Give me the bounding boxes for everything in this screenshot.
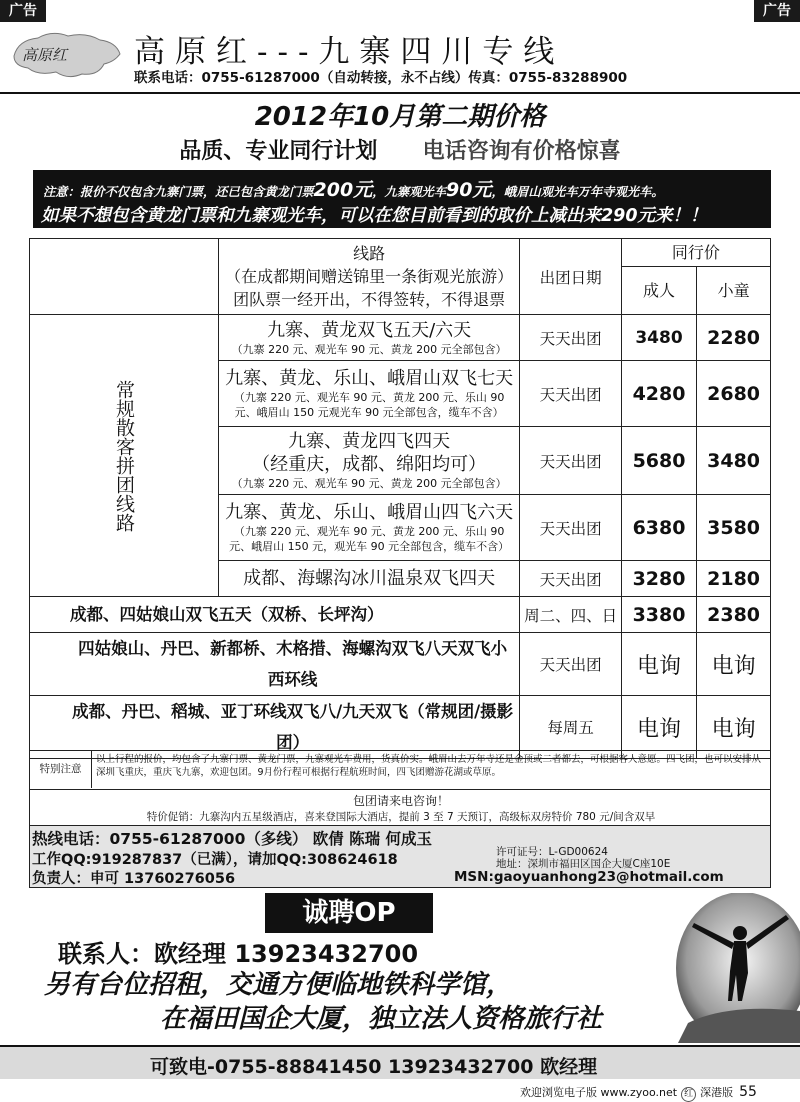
rent-line-2: 在福田国企大厦，独立法人资格旅行社	[160, 1004, 603, 1034]
price-adult: 5680	[621, 427, 696, 495]
route-name: 成都、海螺沟冰川温泉双飞四天	[243, 568, 496, 589]
footer-edition: 深港版	[700, 1086, 734, 1099]
bottom-bar	[0, 1045, 800, 1079]
notice-text-a: 注意：报价不仅包含九寨门票，还已包含黄龙门票	[43, 185, 314, 199]
route-cell	[219, 561, 520, 597]
hotline-box	[29, 826, 771, 888]
route-date: 天天出团	[520, 427, 622, 495]
table-row	[30, 633, 771, 696]
notice-text-c: ，九寨观光车	[372, 185, 447, 199]
header-child: 小童	[697, 267, 771, 315]
price-child: 2280	[697, 315, 771, 361]
route-name: 九寨、黄龙、乐山、峨眉山四飞六天	[225, 502, 514, 523]
subtitle-a: 品质、专业同行计划	[179, 139, 378, 164]
header-route-cell	[219, 239, 520, 315]
page-number: 55	[739, 1084, 757, 1100]
license-number: 许可证号：L-GD00624	[496, 846, 608, 858]
route-note: （九寨 220 元、观光车 90 元、黄龙 200 元、乐山 90 元、峨眉山 150 元，观光车 90 元全部包含，缆车不含）	[229, 525, 510, 553]
logo-text: 高原红	[22, 46, 68, 64]
price-child: 电询	[697, 633, 771, 696]
table-header-row	[30, 239, 771, 267]
header-price: 同行价	[621, 239, 770, 267]
notice-price-huanglong: 200元	[313, 179, 373, 201]
promo-line-2: 特价促销：九寨沟内五星级酒店，喜来登国际大酒店，提前 3 至 7 天预订，高级标双房特价 780 元/间含双早	[146, 811, 656, 823]
price-table	[29, 238, 771, 759]
route-cell	[219, 361, 520, 427]
ad-tag-right: 广告	[754, 0, 800, 22]
footer-badge: 红	[681, 1087, 696, 1102]
route-cell	[219, 495, 520, 561]
header-route: 线路	[353, 244, 386, 263]
price-child: 3480	[697, 427, 771, 495]
footer-text: 欢迎浏览电子版 www.zyoo.net	[520, 1086, 678, 1099]
price-child: 2680	[697, 361, 771, 427]
route-date: 天天出团	[520, 315, 622, 361]
route-date: 天天出团	[520, 361, 622, 427]
price-adult: 3480	[621, 315, 696, 361]
route-date: 天天出团	[520, 633, 622, 696]
page-title: 2012年10月第二期价格	[254, 102, 546, 132]
route-name-bold: 四姑娘山、丹巴、新都桥、木格措、海螺沟双飞八天双飞小西环线	[30, 633, 520, 696]
side-label: 常规散客拼团线路	[113, 379, 135, 532]
ad-tag-left: 广告	[0, 0, 46, 22]
price-adult: 电询	[621, 633, 696, 696]
route-name-2: （经重庆，成都、绵阳均可）	[252, 454, 487, 475]
route-date: 天天出团	[520, 495, 622, 561]
side-label-cell	[30, 315, 219, 597]
bottom-contact: 可致电-0755-88841450 13923432700 欧经理	[150, 1056, 598, 1078]
promo-line-1: 包团请来电咨询！	[352, 794, 449, 808]
msn-contact: MSN:gaoyuanhong23@hotmail.com	[454, 869, 724, 885]
price-child: 2180	[697, 561, 771, 597]
route-note: （九寨 220 元、观光车 90 元、黄龙 200 元、乐山 90 元、峨眉山 150 元观光车 90 元全部包含，缆车不含）	[233, 391, 505, 419]
subtitle	[0, 134, 800, 165]
special-note-label: 特别注意	[30, 751, 92, 788]
hotline-qq: 工作QQ:919287837（已满），请加QQ:308624618	[32, 852, 398, 868]
route-date: 天天出团	[520, 561, 622, 597]
map-logo-icon	[8, 26, 126, 82]
address: 地址：深圳市福田区国企大厦C座10E	[496, 858, 671, 870]
price-child: 电询	[697, 696, 771, 759]
notice-text-e: ，峨眉山观光车万年寺观光车。	[491, 185, 664, 199]
special-note-box	[29, 750, 771, 790]
person-photo-icon	[668, 893, 800, 1043]
brand-title: 高原红---九寨四川专线	[134, 34, 565, 70]
recruit-banner: 诚聘OP	[265, 893, 433, 933]
price-adult: 3380	[621, 597, 696, 633]
price-adult: 6380	[621, 495, 696, 561]
route-note: （九寨 220 元、观光车 90 元、黄龙 200 元全部包含）	[231, 342, 507, 356]
rent-line-1: 另有台位招租，交通方便临地铁科学馆，	[44, 970, 513, 1000]
header-date: 出团日期	[520, 239, 622, 315]
contact-person: 联系人：欧经理 13923432700	[58, 940, 419, 968]
subtitle-b: 电话咨询有价格惊喜	[422, 139, 621, 164]
route-cell	[219, 315, 520, 361]
header-divider	[0, 92, 800, 94]
route-date: 每周五	[520, 696, 622, 759]
route-name: 九寨、黄龙四飞四天	[288, 431, 451, 452]
price-adult: 电询	[621, 696, 696, 759]
hotline-manager: 负责人：申可 13760276056	[32, 871, 236, 887]
notice-box	[33, 170, 771, 228]
header-route-note1: （在成都期间赠送锦里一条街观光旅游）	[225, 267, 514, 286]
promo-box	[29, 790, 771, 826]
price-child: 3580	[697, 495, 771, 561]
header-contact-line: 联系电话：0755-61287000（自动转接，永不占线）传真：0755-83288900	[134, 70, 628, 86]
notice-line-1	[43, 175, 664, 202]
price-adult: 3280	[621, 561, 696, 597]
header-adult: 成人	[621, 267, 696, 315]
route-name-bold: 成都、四姑娘山双飞五天（双桥、长坪沟）	[30, 597, 520, 633]
route-cell	[219, 427, 520, 495]
price-adult: 4280	[621, 361, 696, 427]
route-date: 周二、四、日	[520, 597, 622, 633]
route-name: 九寨、黄龙双飞五天/六天	[267, 319, 472, 341]
route-note: （九寨 220 元、观光车 90 元、黄龙 200 元全部包含）	[231, 477, 507, 490]
notice-price-bus: 90元	[446, 179, 492, 201]
notice-line-2: 如果不想包含黄龙门票和九寨观光车，可以在您目前看到的取价上减出来290元来！！	[41, 206, 708, 226]
price-child: 2380	[697, 597, 771, 633]
footer	[520, 1084, 757, 1102]
route-name-bold: 成都、丹巴、稻城、亚丁环线双飞八/九天双飞（常规团/摄影团）	[30, 696, 520, 759]
table-row	[30, 315, 771, 361]
license-info	[496, 846, 670, 870]
route-name: 九寨、黄龙、乐山、峨眉山双飞七天	[225, 368, 514, 389]
hotline-phone: 热线电话：0755-61287000（多线） 欧倩 陈瑞 何成玉	[32, 830, 433, 848]
special-note-text: 以上行程的报价，均包含了九寨门票、黄龙门票，九寨观光车费用，货真价实。峨眉山去万年寺还是金顶或二者都去，可根据客人意愿。四飞团，也可以安排从深圳飞重庆，重庆飞九寨，欢迎包团。9月份行程可根据行程航班时间，四飞团赠游花湖或草原。	[96, 754, 762, 778]
header-route-note2: 团队票一经开出，不得签转，不得退票	[233, 290, 506, 309]
side-empty	[30, 239, 219, 315]
table-row	[30, 597, 771, 633]
